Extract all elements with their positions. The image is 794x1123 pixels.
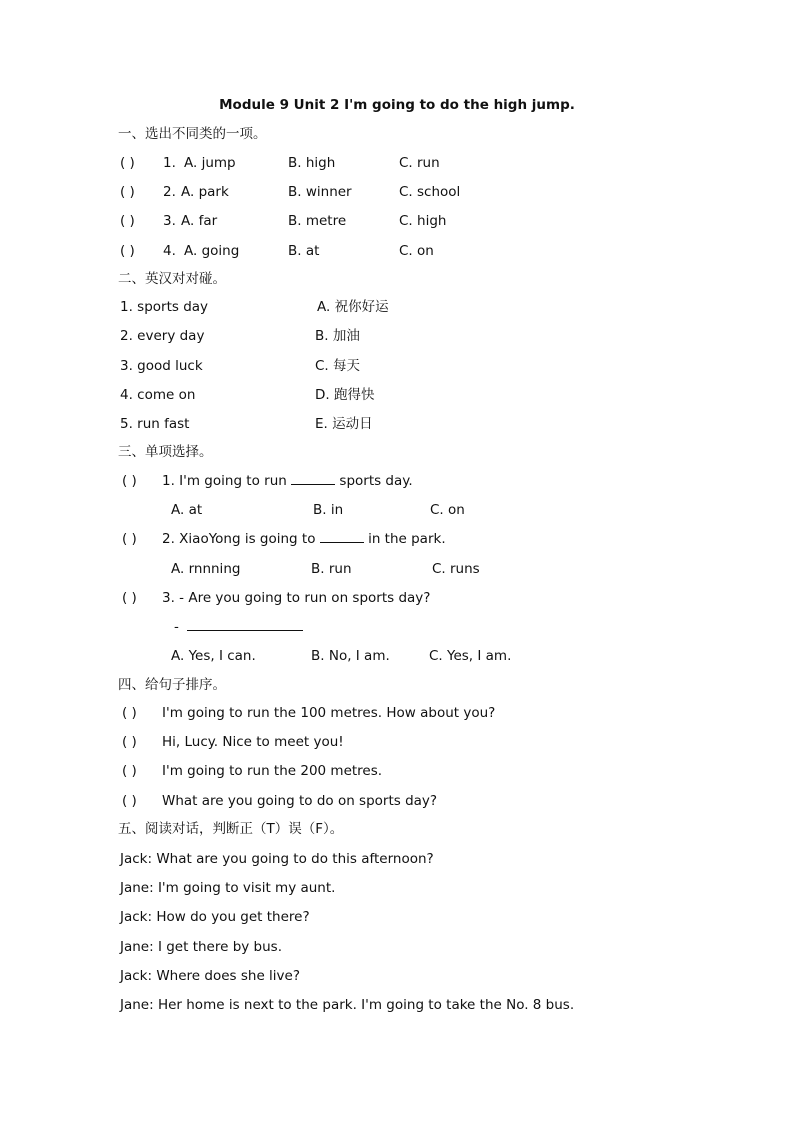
s3-q3-paren[interactable]: ( ) — [122, 590, 137, 606]
s1-q2-opt-c: C. school — [399, 184, 461, 200]
dialogue-line-5: Jack: Where does she live? — [120, 968, 301, 984]
dialogue-line-6: Jane: Her home is next to the park. I'm going to take the No. 8 bus. — [120, 997, 575, 1013]
s3-q1-opt-b: B. in — [313, 502, 344, 518]
s1-q1-opt-c: C. run — [399, 155, 440, 171]
s3-q2-stem — [162, 530, 446, 548]
s3-q2-opt-c: C. runs — [432, 561, 480, 577]
s2-en-2: 2. every day — [120, 328, 205, 344]
s2-en-4: 4. come on — [120, 387, 196, 403]
s1-q4-opt-c: C. on — [399, 243, 434, 259]
section5-heading: 五、阅读对话，判断正（T）误（F）。 — [118, 821, 344, 837]
s1-q4-paren[interactable]: ( ) — [120, 243, 135, 259]
s1-q3-paren[interactable]: ( ) — [120, 213, 135, 229]
s3-q1-paren[interactable]: ( ) — [122, 473, 137, 489]
s1-q3-opt-b: B. metre — [288, 213, 347, 229]
s3-q1-opt-a: A. at — [171, 502, 203, 518]
section3-heading: 三、单项选择。 — [118, 444, 213, 460]
s1-q2-opt-b: B. winner — [288, 184, 352, 200]
dialogue-line-2: Jane: I'm going to visit my aunt. — [120, 880, 336, 896]
s3-q2-paren[interactable]: ( ) — [122, 531, 137, 547]
s1-q2-opt-a: A. park — [181, 184, 229, 200]
s3-q3-stem: 3. - Are you going to run on sports day? — [162, 590, 431, 606]
s3-q1-stem — [162, 472, 413, 490]
s2-zh-a: A. 祝你好运 — [317, 299, 389, 315]
s4-item4-text: What are you going to do on sports day? — [162, 793, 438, 809]
page-title: Module 9 Unit 2 I'm going to do the high jump. — [219, 97, 575, 113]
s1-q1-num: 1. — [163, 155, 176, 171]
s3-q1-opt-c: C. on — [430, 502, 465, 518]
s1-q1-opt-a: A. jump — [184, 155, 236, 171]
s1-q3-num: 3. — [163, 213, 176, 229]
s3-q1-post: sports day. — [339, 473, 413, 489]
s4-item3-text: I'm going to run the 200 metres. — [162, 763, 383, 779]
s2-zh-c: C. 每天 — [315, 358, 361, 374]
s1-q2-paren[interactable]: ( ) — [120, 184, 135, 200]
s2-en-3: 3. good luck — [120, 358, 203, 374]
section1-heading: 一、选出不同类的一项。 — [118, 126, 267, 142]
dialogue-line-3: Jack: How do you get there? — [120, 909, 310, 925]
s1-q3-opt-c: C. high — [399, 213, 447, 229]
s3-q3-opt-a: A. Yes, I can. — [171, 648, 256, 664]
s1-q1-paren[interactable]: ( ) — [120, 155, 135, 171]
s4-item4-paren[interactable]: ( ) — [122, 793, 137, 809]
s3-q3-opt-c: C. Yes, I am. — [429, 648, 512, 664]
s3-q2-pre: 2. XiaoYong is going to — [162, 531, 316, 547]
s1-q4-opt-a: A. going — [184, 243, 240, 259]
s2-zh-b: B. 加油 — [315, 328, 360, 344]
s1-q1-opt-b: B. high — [288, 155, 336, 171]
s3-q2-opt-b: B. run — [311, 561, 352, 577]
s3-q3-blank[interactable] — [187, 618, 303, 631]
s4-item2-text: Hi, Lucy. Nice to meet you! — [162, 734, 344, 750]
s2-zh-e: E. 运动日 — [315, 416, 373, 432]
dialogue-line-1: Jack: What are you going to do this afternoon? — [120, 851, 434, 867]
s3-q1-pre: 1. I'm going to run — [162, 473, 287, 489]
s3-q2-post: in the park. — [368, 531, 446, 547]
s3-q2-blank[interactable] — [320, 530, 364, 543]
s3-q3-answer-line — [174, 618, 303, 636]
s1-q4-num: 4. — [163, 243, 176, 259]
s1-q4-opt-b: B. at — [288, 243, 320, 259]
s4-item2-paren[interactable]: ( ) — [122, 734, 137, 750]
s1-q3-opt-a: A. far — [181, 213, 218, 229]
s3-q3-opt-b: B. No, I am. — [311, 648, 390, 664]
dialogue-line-4: Jane: I get there by bus. — [120, 939, 282, 955]
s4-item3-paren[interactable]: ( ) — [122, 763, 137, 779]
s3-q3-dash: - — [174, 619, 179, 635]
s2-zh-d: D. 跑得快 — [315, 387, 375, 403]
s4-item1-text: I'm going to run the 100 metres. How about you? — [162, 705, 496, 721]
s1-q2-num: 2. — [163, 184, 176, 200]
section4-heading: 四、给句子排序。 — [118, 677, 226, 693]
s4-item1-paren[interactable]: ( ) — [122, 705, 137, 721]
s3-q2-opt-a: A. rnnning — [171, 561, 241, 577]
section2-heading: 二、英汉对对碰。 — [118, 271, 226, 287]
s2-en-5: 5. run fast — [120, 416, 190, 432]
s3-q1-blank[interactable] — [291, 472, 335, 485]
s2-en-1: 1. sports day — [120, 299, 209, 315]
